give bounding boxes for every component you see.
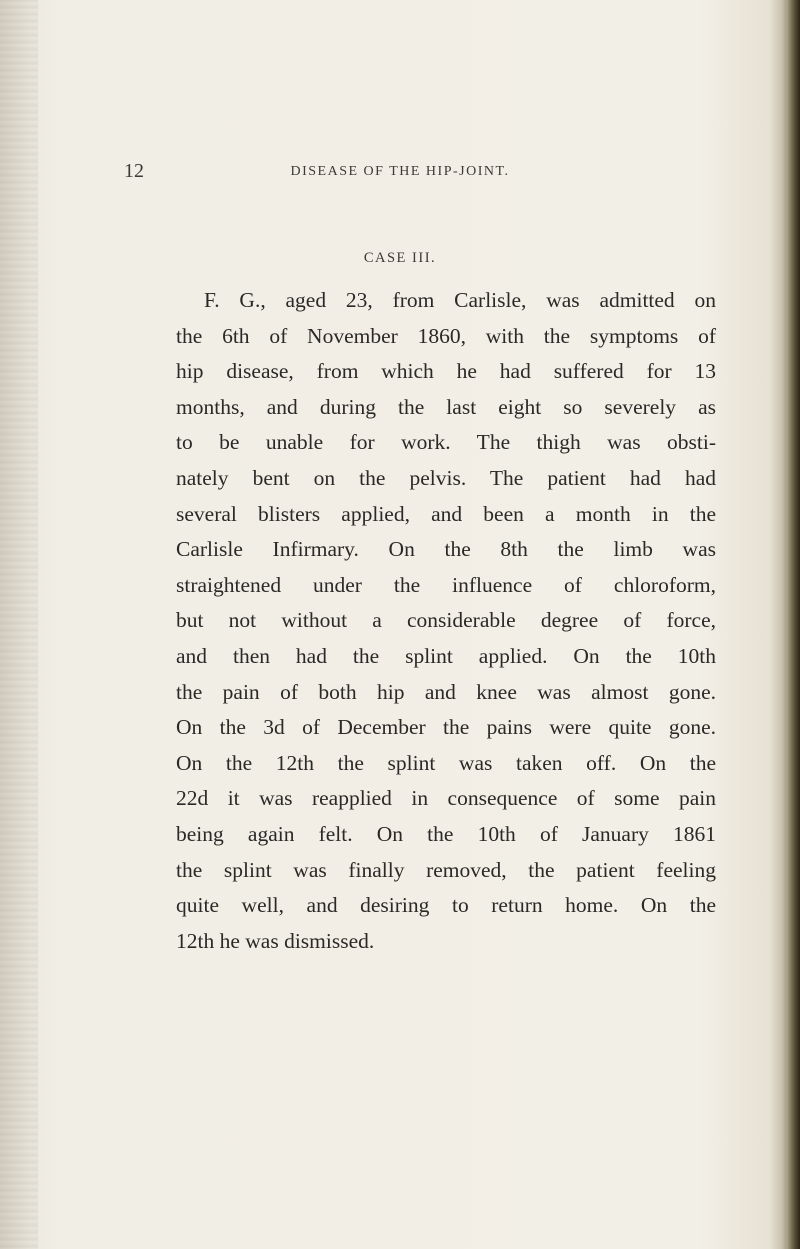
text-line: F. G., aged 23, from Carlisle, was admitted on <box>204 288 716 312</box>
text-line: being again felt. On the 10th of January 1861 <box>176 821 716 846</box>
text-line: the 6th of November 1860, with the symptoms of <box>176 323 716 348</box>
case-heading: CASE III. <box>363 250 437 266</box>
text-line: several blisters applied, and been a month in the <box>176 501 716 526</box>
text-line: quite well, and desiring to return home. On the <box>176 893 716 918</box>
text-line: the pain of both hip and knee was almost gone. <box>176 679 716 704</box>
text-line: the splint was finally removed, the patient feeling <box>176 857 716 882</box>
text-line: straightened under the influence of chloroform, <box>176 572 716 597</box>
text-line: 22d it was reapplied in consequence of some pain <box>176 786 716 811</box>
running-head: DISEASE OF THE HIP-JOINT. <box>290 164 510 179</box>
text-line: hip disease, from which he had suffered for 13 <box>176 359 716 384</box>
text-line: 12th he was dismissed. <box>176 928 375 953</box>
text-line: months, and during the last eight so severely as <box>176 394 716 419</box>
text-line: Carlisle Infirmary. On the 8th the limb was <box>176 537 716 562</box>
text-line: and then had the splint applied. On the 10th <box>176 643 716 668</box>
text-line: On the 3d of December the pains were quite gone. <box>176 715 716 740</box>
text-line: to be unable for work. The thigh was obsti- <box>176 430 716 455</box>
case-body-paragraph <box>176 283 716 959</box>
page-header <box>0 160 800 194</box>
page-number: 12 <box>124 160 144 182</box>
text-line: but not without a considerable degree of force, <box>176 608 716 633</box>
text-line: On the 12th the splint was taken off. On the <box>176 750 716 775</box>
text-line: nately bent on the pelvis. The patient had had <box>176 465 716 490</box>
